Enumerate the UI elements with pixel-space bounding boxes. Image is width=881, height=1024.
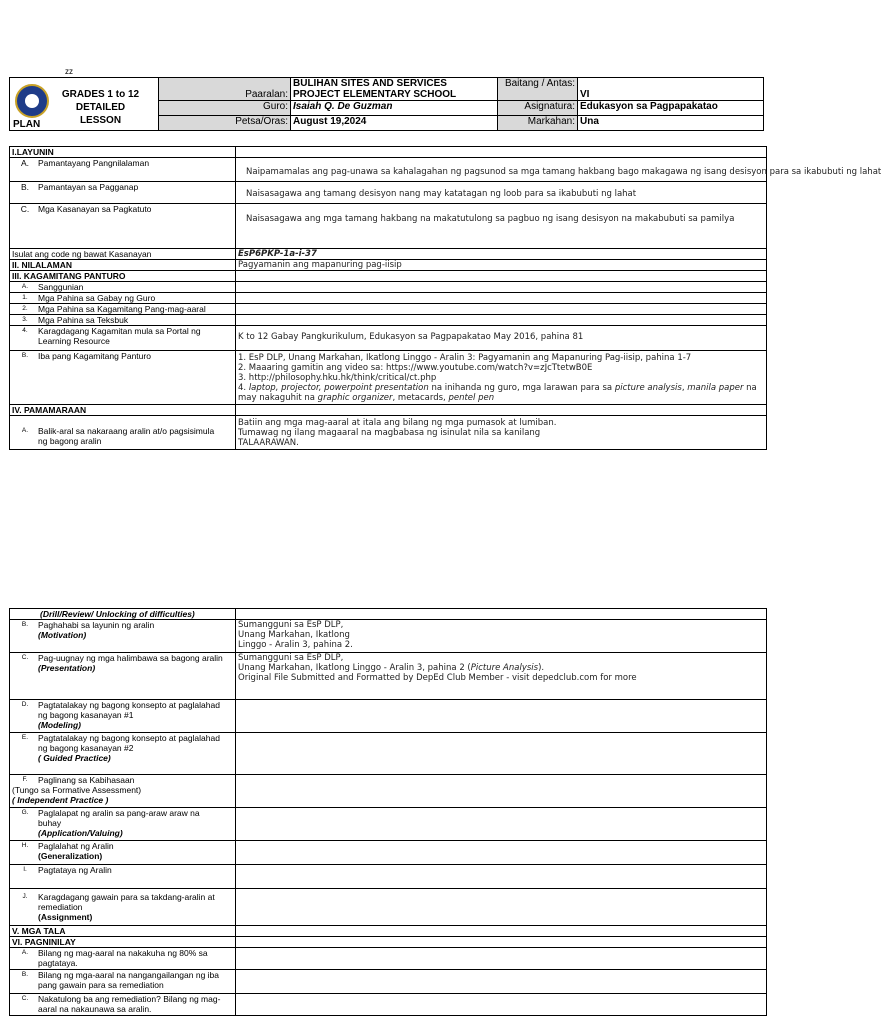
pamantayan-pagganap-value: Naisasagawa ang tamang desisyon nang may katatagan ng loob para sa ikabubuti ng lahat — [236, 182, 767, 204]
code-label: Isulat ang code ng bawat Kasanayan — [10, 249, 236, 260]
karagdagang-gawain-label: J. Karagdagang gawain para sa takdang-aralin at remediation (Assignment) — [10, 889, 236, 926]
pagtatalakay-2-label: E. Pagtatalakay ng bagong konsepto at paglalahad ng bagong kasanayan #2 ( Guided Practice) — [10, 733, 236, 775]
pagtataya-label: I. Pagtataya ng Aralin — [10, 865, 236, 889]
title-cell — [10, 78, 159, 131]
asignatura-value: Edukasyon sa Pagpapakatao — [578, 101, 764, 116]
lesson-table-2 — [9, 608, 767, 1016]
teksbuk-label: 3. Mga Pahina sa Teksbuk — [10, 315, 236, 326]
kagamitang-panturo-heading: III. KAGAMITANG PANTURO — [10, 271, 236, 282]
paglalahat-label: H. Paglalahat ng Aralin (Generalization) — [10, 841, 236, 865]
kasanayan-pagkatuto-value: Naisasagawa ang mga tamang hakbang na makatutulong sa pagbuo ng isang desisyon na makabubuti sa pamilya — [236, 204, 767, 249]
pamantayang-pangnilalaman-label: A. Pamantayang Pangnilalaman — [10, 158, 236, 182]
code-value: EsP6PKP-1a-i-37 — [236, 249, 767, 260]
paaralan-label: Paaralan: — [159, 78, 291, 101]
iba-pang-kagamitan-label: B. Iba pang Kagamitang Panturo — [10, 351, 236, 405]
markahan-label: Markahan: — [498, 116, 578, 131]
paglalapat-label: G. Paglalapat ng aralin sa pang-araw araw na buhay (Application/Valuing) — [10, 808, 236, 841]
zz-mark: zz — [65, 67, 73, 76]
pag-uugnay-label: C. Pag-uugnay ng mga halimbawa sa bagong aralin (Presentation) — [10, 653, 236, 700]
sanggunian-label: A. Sanggunian — [10, 282, 236, 293]
baitang-label: Baitang / Antas: — [498, 78, 578, 101]
pagtatalakay-1-label: D. Pagtatalakay ng bagong konsepto at paglalahad ng bagong kasanayan #1 (Modeling) — [10, 700, 236, 733]
lesson-plan-title: GRADES 1 to 12 DETAILED LESSON — [61, 89, 140, 126]
nangangailangan-remediation-label: B. Bilang ng mga-aaral na nangangailangan ng iba pang gawain para sa remediation — [10, 970, 236, 994]
nilalaman-heading: II. NILALAMAN — [10, 260, 236, 271]
portal-learning-resource-label: 4. Karagdagang Kagamitan mula sa Portal ng Learning Resource — [10, 326, 236, 351]
balik-aral-value: Batiin ang mga mag-aaral at itala ang bilang ng mga pumasok at lumiban. Tumawag ng ilang magaaral na magbabasa ng isinulat nila sa kanilang TALAARAWAN. — [236, 416, 767, 450]
drill-review-label: (Drill/Review/ Unlocking of difficulties) — [10, 609, 236, 620]
markahan-value: Una — [578, 116, 764, 131]
pamantayan-pagganap-label: B. Pamantayan sa Pagganap — [10, 182, 236, 204]
lesson-table-1 — [9, 146, 881, 450]
deped-seal-icon — [15, 84, 49, 118]
petsa-value: August 19,2024 — [291, 116, 498, 131]
portal-learning-resource-value: K to 12 Gabay Pangkurikulum, Edukasyon sa Pagpapakatao May 2016, pahina 81 — [236, 326, 767, 351]
guro-value: Isaiah Q. De Guzman — [291, 101, 498, 116]
nakatulong-remediation-label: C. Nakatulong ba ang remediation? Bilang ng mag-aaral na nakaunawa sa aralin. — [10, 994, 236, 1016]
pagninilay-heading: VI. PAGNINILAY — [10, 937, 236, 948]
paghahabi-layunin-label: B. Paghahabi sa layunin ng aralin (Motivation) — [10, 620, 236, 653]
kagamitang-mag-aaral-label: 2. Mga Pahina sa Kagamitang Pang-mag-aaral — [10, 304, 236, 315]
pamamaraan-heading: IV. PAMAMARAAN — [10, 405, 236, 416]
lesson-header-table — [9, 77, 764, 131]
gabay-guro-label: 1. Mga Pahina sa Gabay ng Guro — [10, 293, 236, 304]
paglinang-kabihasaan-label: F. Paglinang sa Kabihasaan (Tungo sa Formative Assessment) ( Independent Practice ) — [10, 775, 236, 808]
layunin-heading: I.LAYUNIN — [10, 147, 236, 158]
asignatura-label: Asignatura: — [498, 101, 578, 116]
pag-uugnay-value: Sumangguni sa EsP DLP, Unang Markahan, Ikatlong Linggo - Aralin 3, pahina 2 (Picture Analysis). Original File Submitted and Formatted by DepEd Club Member - visit depedclub.com for more — [236, 653, 767, 700]
paghahabi-layunin-value: Sumangguni sa EsP DLP, Unang Markahan, Ikatlong Linggo - Aralin 3, pahina 2. — [236, 620, 767, 653]
paaralan-value: BULIHAN SITES AND SERVICES PROJECT ELEMENTARY SCHOOL — [291, 78, 498, 101]
petsa-label: Petsa/Oras: — [159, 116, 291, 131]
kasanayan-pagkatuto-label: C. Mga Kasanayan sa Pagkatuto — [10, 204, 236, 249]
lesson-plan-title-plan: PLAN — [13, 119, 41, 130]
baitang-value: VI — [578, 78, 764, 101]
iba-pang-kagamitan-value: 1. EsP DLP, Unang Markahan, Ikatlong Linggo - Aralin 3: Pagyamanin ang Mapanuring Pag-iisip, pahina 1-7 2. Maaaring gamitin ang video sa: https://www.youtube.com/watch?v=zJcTtetwB0E 3. http://philosophy.hku.hk/think/critical/ct.php 4. laptop, projector, powerpoint presentation na inihanda ng guro, mga larawan para sa picture analysis, manila paper na may nakaguhit na graphic organizer, metacards, pentel pen — [236, 351, 767, 405]
nilalaman-value: Pagyamanin ang mapanuring pag-iisip — [236, 260, 767, 271]
pamantayang-pangnilalaman-value: Naipamamalas ang pag-unawa sa kahalagahan ng pagsunod sa mga tamang hakbang bago makagawa ng isang desisyon para sa ikabubuti ng lahat — [236, 158, 767, 182]
nakakuha-80-label: A. Bilang ng mag-aaral na nakakuha ng 80% sa pagtataya. — [10, 948, 236, 970]
mga-tala-heading: V. MGA TALA — [10, 926, 236, 937]
balik-aral-label: A. Balik-aral sa nakaraang aralin at/o pagsisimula ng bagong aralin — [10, 416, 236, 450]
guro-label: Guro: — [159, 101, 291, 116]
